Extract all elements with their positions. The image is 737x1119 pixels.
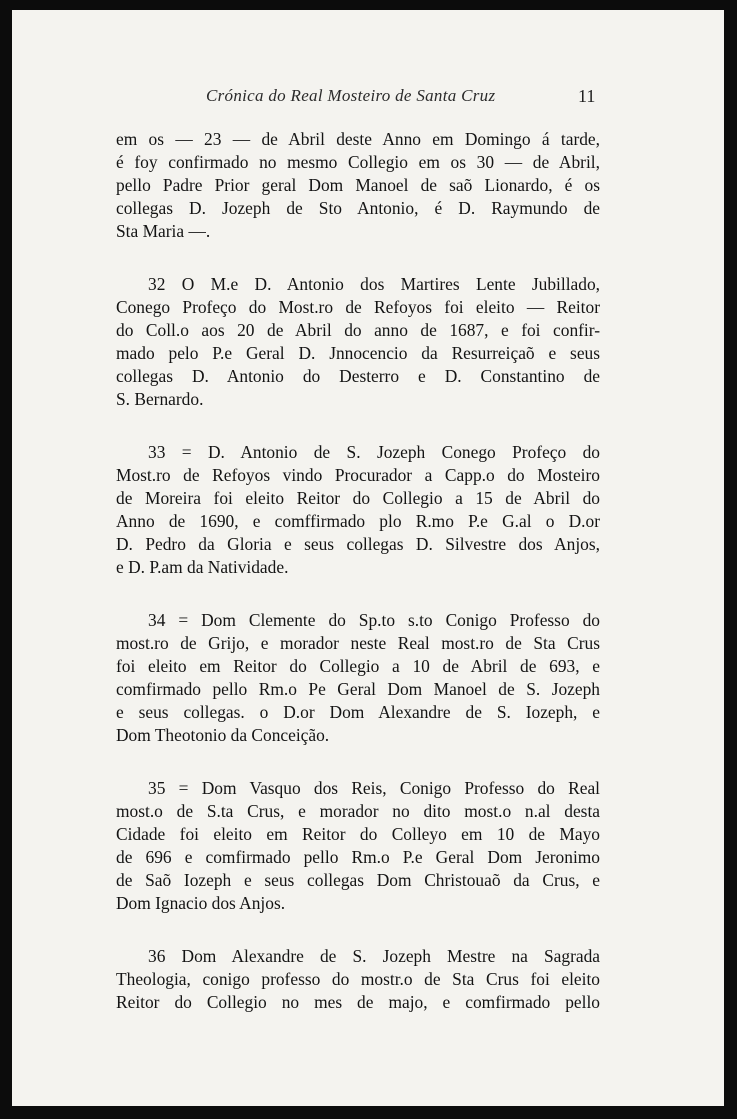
text-line: Most.ro de Refoyos vindo Procurador a Capp.o do Mosteiro [116, 465, 600, 485]
text-line: foi eleito em Reitor do Collegio a 10 de Abril de 693, e [116, 656, 600, 676]
text-line: Cidade foi eleito em Reitor do Colleyo em 10 de Mayo [116, 824, 600, 844]
page-body [116, 128, 600, 1044]
entry-35 [116, 777, 600, 915]
entry-33 [116, 441, 600, 579]
running-title: Crónica do Real Mosteiro de Santa Cruz [206, 86, 496, 105]
text-line: do Coll.o aos 20 de Abril do anno de 1687, e foi confir- [116, 320, 600, 340]
text-line: collegas D. Jozeph de Sto Antonio, é D. Raymundo de [116, 198, 600, 218]
text-line: Sta Maria —. [116, 221, 211, 241]
text-line: Conego Profeço do Most.ro de Refoyos foi eleito — Reitor [116, 297, 600, 317]
text-line: pello Padre Prior geral Dom Manoel de saõ Lionardo, é os [116, 175, 600, 195]
text-line: 36 Dom Alexandre de S. Jozeph Mestre na Sagrada [148, 946, 600, 966]
text-line: e D. P.am da Natividade. [116, 557, 289, 577]
text-line: de 696 e comfirmado pello Rm.o P.e Geral Dom Jeronimo [116, 847, 600, 867]
entry-36 [116, 945, 600, 1014]
text-line: em os — 23 — de Abril deste Anno em Domingo á tarde, [116, 129, 600, 149]
text-line: 32 O M.e D. Antonio dos Martires Lente Jubillado, [148, 274, 600, 294]
text-line: de Saõ Iozeph e seus collegas Dom Christouaõ da Crus, e [116, 870, 600, 890]
text-line: D. Pedro da Gloria e seus collegas D. Silvestre dos Anjos, [116, 534, 600, 554]
page-header [12, 86, 724, 112]
text-line: 33 = D. Antonio de S. Jozeph Conego Profeço do [148, 442, 600, 462]
paragraph [116, 128, 600, 243]
text-line: most.o de S.ta Crus, e morador no dito most.o n.al desta [116, 801, 600, 821]
text-line: S. Bernardo. [116, 389, 204, 409]
text-line: é foy confirmado no mesmo Collegio em os 30 — de Abril, [116, 152, 600, 172]
text-line: most.ro de Grijo, e morador neste Real most.ro de Sta Crus [116, 633, 600, 653]
text-line: Dom Theotonio da Conceição. [116, 725, 330, 745]
book-page [12, 10, 724, 1106]
text-line: collegas D. Antonio do Desterro e D. Constantino de [116, 366, 600, 386]
text-line: Reitor do Collegio no mes de majo, e comfirmado pello [116, 992, 600, 1012]
text-line: 35 = Dom Vasquo dos Reis, Conigo Professo do Real [148, 778, 600, 798]
entry-34 [116, 609, 600, 747]
text-line: 34 = Dom Clemente do Sp.to s.to Conigo Professo do [148, 610, 600, 630]
text-line: e seus collegas. o D.or Dom Alexandre de S. Iozeph, e [116, 702, 600, 722]
text-line: Anno de 1690, e comffirmado plo R.mo P.e G.al o D.or [116, 511, 600, 531]
text-line: comfirmado pello Rm.o Pe Geral Dom Manoel de S. Jozeph [116, 679, 600, 699]
text-line: de Moreira foi eleito Reitor do Collegio a 15 de Abril do [116, 488, 600, 508]
entry-32 [116, 273, 600, 411]
text-line: Theologia, conigo professo do mostr.o de Sta Crus foi eleito [116, 969, 600, 989]
page-number: 11 [578, 86, 596, 106]
text-line: Dom Ignacio dos Anjos. [116, 893, 286, 913]
text-line: mado pelo P.e Geral D. Jnnocencio da Resurreiçaõ e seus [116, 343, 600, 363]
